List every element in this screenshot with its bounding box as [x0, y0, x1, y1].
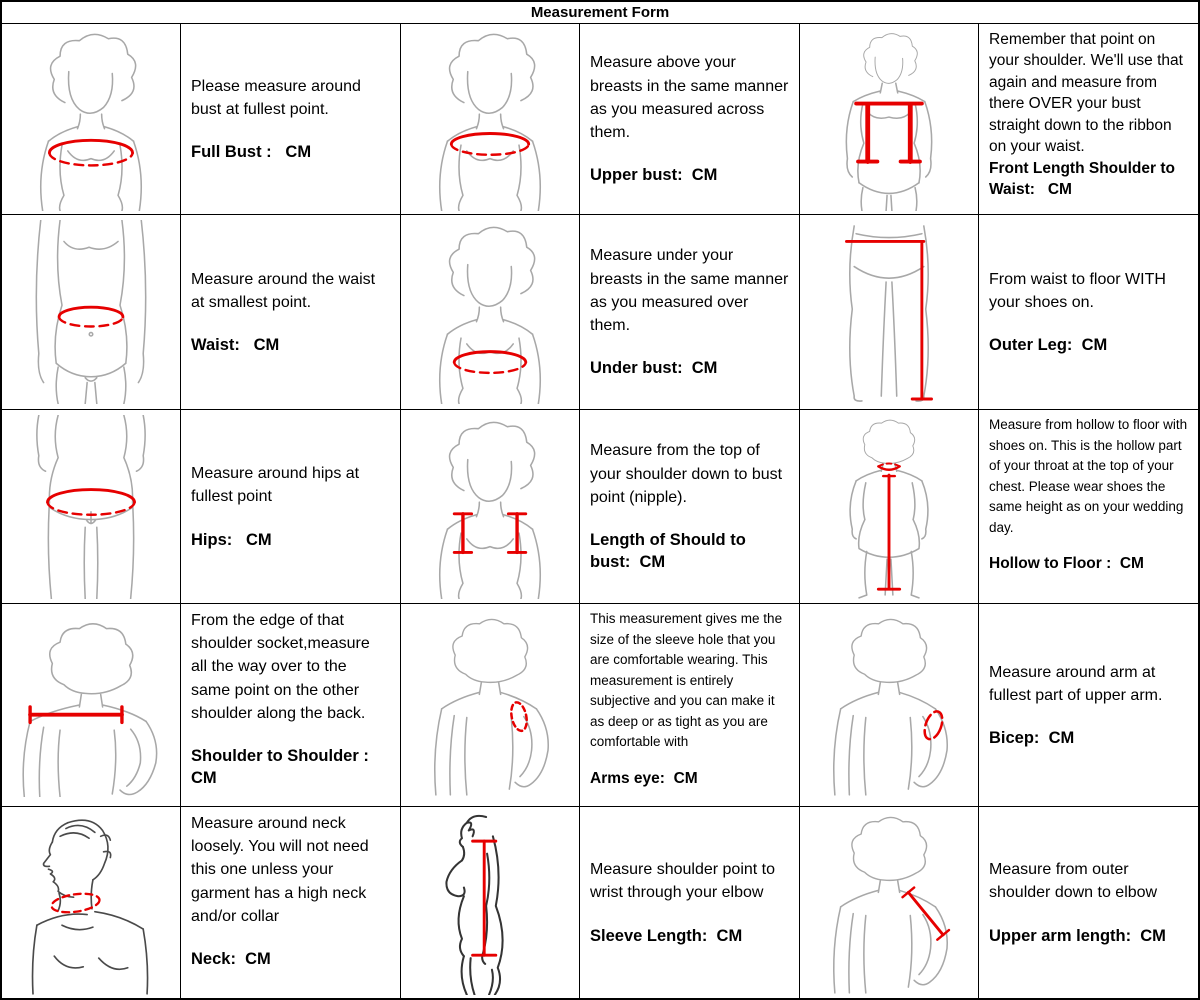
form-title: Measurement Form	[2, 2, 1198, 24]
bicep-cell	[979, 604, 1198, 807]
sleeve-length-measure-line	[473, 841, 496, 955]
bicep-description: Measure around arm at fullest part of upper arm.	[989, 663, 1163, 704]
sleeve-length-cell	[580, 807, 800, 998]
hollow-to-floor-cell	[979, 410, 1198, 604]
hips-illustration	[4, 415, 178, 599]
hips-description: Measure around hips at fullest point	[191, 465, 364, 506]
under-bust-description: Measure under your breasts in the same manner as you measured over them.	[590, 247, 793, 335]
full-bust-label: Full Bust : CM	[191, 143, 312, 162]
outer-leg-cell	[979, 215, 1198, 410]
upper-arm-length-description: Measure from outer shoulder down to elbow	[989, 861, 1158, 902]
upper-bust-illustration	[403, 27, 577, 211]
front-length-label: Front Length Shoulder to Waist: CM	[989, 160, 1180, 199]
bicep-figure	[800, 604, 979, 807]
arms-eye-label: Arms eye: CM	[590, 769, 698, 787]
sleeve-length-illustration	[403, 811, 577, 995]
arms-eye-cell	[580, 604, 800, 807]
shoulder-to-bust-cell	[580, 410, 800, 604]
upper-arm-length-measure-line	[903, 887, 949, 939]
under-bust-label: Under bust: CM	[590, 359, 718, 378]
full-bust-description: Please measure around bust at fullest point.	[191, 77, 366, 118]
arms-eye-description: This measurement gives me the size of the sleeve hole that you are comfortable wearing. This measurement is entirely subjective and you can make it as deep or as tight as you are comfortable with	[590, 611, 786, 750]
upper-arm-length-cell	[979, 807, 1198, 998]
full-bust-illustration	[4, 27, 178, 211]
neck-description: Measure around neck loosely. You will not need this one unless your garment has a high neck and/or collar	[191, 815, 374, 925]
hollow-to-floor-label: Hollow to Floor : CM	[989, 555, 1144, 573]
neck-figure	[2, 807, 181, 998]
waist-figure	[2, 215, 181, 410]
full-bust-figure	[2, 24, 181, 215]
waist-label: Waist: CM	[191, 336, 280, 355]
front-length-cell	[979, 24, 1198, 215]
upper-arm-length-figure	[800, 807, 979, 998]
hollow-to-floor-description: Measure from hollow to floor with shoes on. This is the hollow part of your throat at the top of your chest. Please wear shoes the same height as on your wedding day.	[989, 417, 1191, 535]
shoulder-to-shoulder-illustration	[4, 613, 178, 797]
front-length-figure	[800, 24, 979, 215]
shoulder-to-shoulder-label: Shoulder to Shoulder : CM	[191, 746, 374, 788]
arms-eye-illustration	[403, 613, 577, 797]
shoulder-to-shoulder-measure-line	[30, 707, 122, 722]
shoulder-to-shoulder-cell	[181, 604, 401, 807]
outer-leg-description: From waist to floor WITH your shoes on.	[989, 270, 1171, 311]
shoulder-to-bust-label: Length of Should to bust: CM	[590, 531, 751, 572]
neck-illustration	[4, 811, 178, 995]
hips-measure-line	[48, 489, 135, 514]
sleeve-length-label: Sleeve Length: CM	[590, 926, 743, 945]
sleeve-length-description: Measure shoulder point to wrist through your elbow	[590, 861, 780, 902]
waist-illustration	[4, 220, 178, 404]
full-bust-cell	[181, 24, 401, 215]
under-bust-figure	[401, 215, 580, 410]
hips-cell	[181, 410, 401, 604]
upper-arm-length-label: Upper arm length: CM	[989, 926, 1166, 945]
shoulder-to-bust-illustration	[403, 415, 577, 599]
upper-bust-cell	[580, 24, 800, 215]
upper-bust-description: Measure above your breasts in the same manner as you measured across them.	[590, 54, 793, 142]
neck-cell	[181, 807, 401, 998]
under-bust-measure-line	[454, 352, 526, 373]
shoulder-to-shoulder-figure	[2, 604, 181, 807]
waist-measure-line	[59, 307, 123, 326]
bicep-label: Bicep: CM	[989, 729, 1075, 748]
waist-cell	[181, 215, 401, 410]
hollow-to-floor-measure-line	[878, 463, 899, 589]
front-length-measure-line	[856, 104, 922, 162]
outer-leg-measure-line	[846, 241, 931, 399]
bicep-illustration	[802, 613, 976, 797]
front-length-description: Remember that point on your shoulder. We'll use that again and measure from there OVER your bust straight down to the ribbon on your waist.	[989, 31, 1188, 155]
front-length-illustration	[802, 27, 976, 211]
neck-label: Neck: CM	[191, 949, 271, 968]
under-bust-illustration	[403, 220, 577, 404]
under-bust-cell	[580, 215, 800, 410]
sleeve-length-figure	[401, 807, 580, 998]
upper-arm-length-illustration	[802, 811, 976, 995]
hips-label: Hips: CM	[191, 530, 272, 549]
measurement-grid	[2, 24, 1198, 998]
neck-measure-line	[50, 891, 100, 915]
waist-description: Measure around the waist at smallest point.	[191, 270, 380, 311]
outer-leg-label: Outer Leg: CM	[989, 336, 1108, 355]
hips-figure	[2, 410, 181, 604]
hollow-to-floor-illustration	[802, 415, 976, 599]
shoulder-to-bust-figure	[401, 410, 580, 604]
shoulder-to-shoulder-description: From the edge of that shoulder socket,measure all the way over to the same point on the other shoulder along the back.	[191, 612, 375, 722]
shoulder-to-bust-description: Measure from the top of your shoulder down to bust point (nipple).	[590, 442, 787, 506]
bicep-measure-line	[921, 709, 945, 742]
upper-bust-label: Upper bust: CM	[590, 166, 718, 185]
hollow-to-floor-figure	[800, 410, 979, 604]
arms-eye-figure	[401, 604, 580, 807]
upper-bust-measure-line	[451, 134, 528, 155]
upper-bust-figure	[401, 24, 580, 215]
outer-leg-illustration	[802, 220, 976, 404]
full-bust-measure-line	[49, 140, 132, 165]
outer-leg-figure	[800, 215, 979, 410]
